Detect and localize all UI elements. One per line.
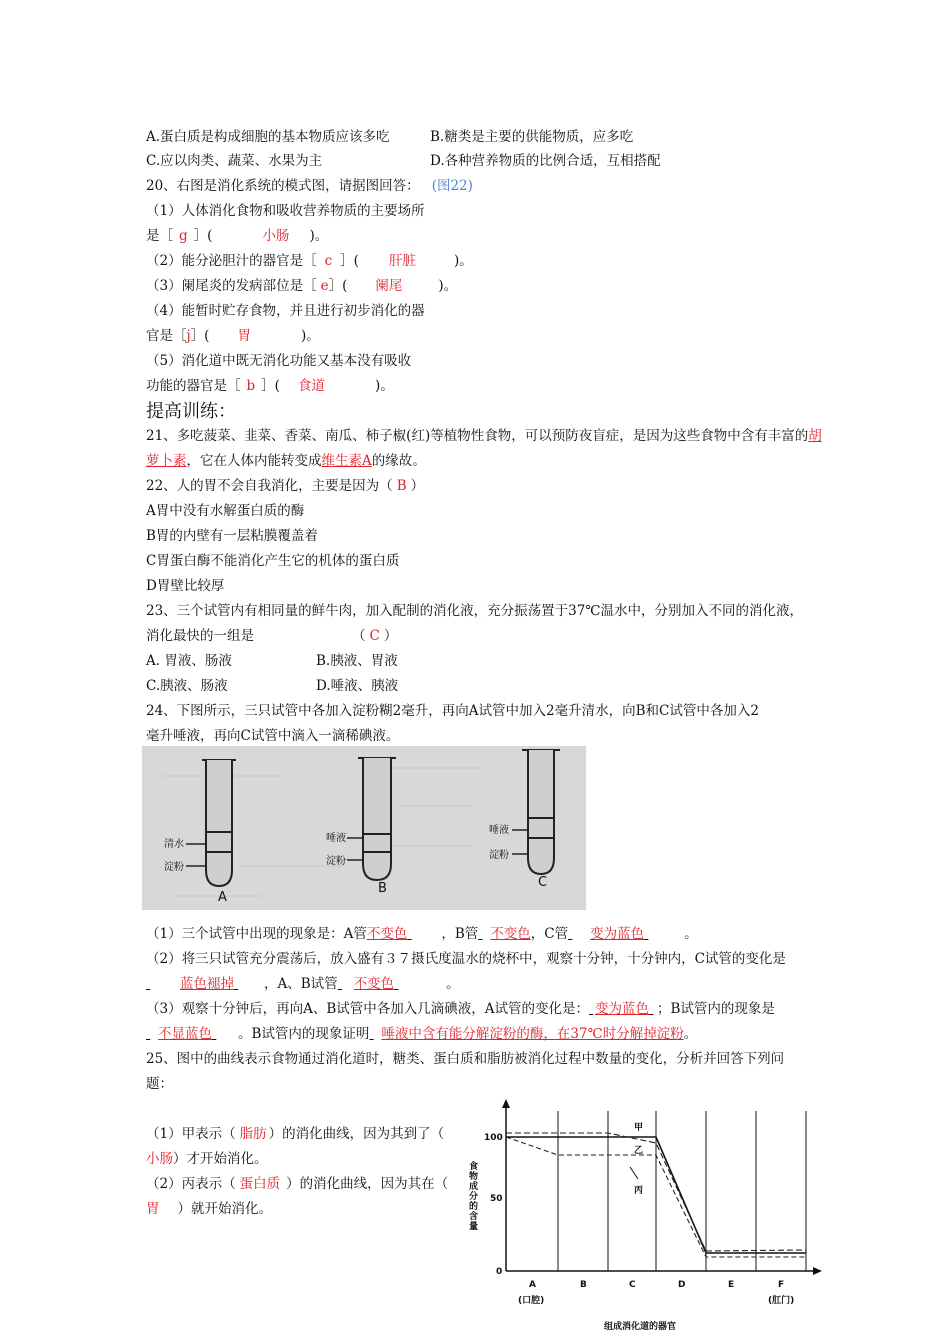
answer-text: 小肠	[146, 1151, 173, 1167]
q20-3: （3）阑尾炎的发病部位是［ e］( 阑尾 )。	[146, 278, 458, 294]
answer-text: 不变色	[353, 976, 395, 992]
q21-line2: 萝卜素，它在人体内能转变成维生素A的缘故。	[146, 453, 426, 469]
y-tick-0: 0	[496, 1267, 503, 1277]
q25-line2: 题：	[146, 1076, 173, 1092]
y-tick-100: 100	[484, 1133, 503, 1143]
answer-letter: j	[186, 328, 191, 344]
q24-3-line2: 不显蓝色 。B试管内的现象证明 唾液中含有能分解淀粉的酶，在37℃时分解掉淀粉。	[158, 1026, 698, 1042]
digestion-graph	[462, 1095, 822, 1335]
x-category-b: B	[580, 1280, 587, 1290]
q24-1: （1）三个试管中出现的现象是：A管不变色 ，B管 不变色，C管 变为蓝色 。	[146, 926, 698, 942]
series-label-jia: 甲	[634, 1123, 644, 1133]
q19-option-a: A.蛋白质是构成细胞的基本物质应该多吃	[146, 129, 390, 145]
q20-5-line2: 功能的器官是［ b ］( 食道 )。	[146, 378, 394, 394]
q25-2-line2: 胃 ）就开始消化。	[146, 1201, 272, 1217]
q23-option-b: B.胰液、胃液	[316, 653, 398, 669]
q23-line1: 23、三个试管内有相同量的鲜牛肉，加入配制的消化液，充分振荡置于37℃温水中，分别加入不同的消化液，	[146, 603, 803, 619]
q22-option-b: B胃的内壁有一层粘膜覆盖着	[146, 528, 318, 544]
tube-c-starch-label: 淀粉	[489, 850, 509, 861]
answer-text: 变为蓝色	[595, 1001, 650, 1017]
x-category-a: A	[529, 1280, 536, 1290]
answer-text: 食道	[297, 378, 325, 394]
x-category-f: F	[778, 1280, 785, 1290]
test-tubes-svg	[142, 746, 586, 910]
answer-letter: b	[246, 378, 256, 394]
answer-text: 不变色	[366, 926, 408, 942]
q22-option-d: D胃壁比较厚	[146, 578, 225, 594]
answer-text: 肝脏	[388, 253, 416, 269]
q25-line1: 25、图中的曲线表示食物通过消化道时，糖类、蛋白质和脂肪被消化过程中数量的变化，分析并回答下列问	[146, 1051, 785, 1067]
tube-a-water-label: 清水	[164, 839, 184, 850]
q25-1-line1: （1）甲表示（ 脂肪 ）的消化曲线，因为其到了（	[146, 1126, 445, 1142]
answer-text: 胃	[237, 328, 251, 344]
q25-2-line1: （2）丙表示（ 蛋白质 ）的消化曲线，因为其在（	[146, 1176, 449, 1192]
q19-option-c: C.应以肉类、蔬菜、水果为主	[146, 153, 323, 169]
answer-letter: e	[320, 278, 329, 294]
series-label-bing: 丙	[634, 1186, 644, 1196]
tube-c-label: C	[538, 875, 548, 890]
series-label-yi: 乙	[634, 1146, 644, 1156]
test-tubes-figure	[142, 746, 586, 910]
answer-letter: c	[324, 253, 333, 269]
q23-option-d: D.唾液、胰液	[316, 678, 399, 694]
q22-stem: 22、人的胃不会自我消化，主要是因为（ B ）	[146, 478, 425, 494]
q20-2: （2）能分泌胆汁的器官是［ c ］( 肝脏 )。	[146, 253, 473, 269]
q21-line1: 21、多吃菠菜、韭菜、香菜、南瓜、柿子椒(红)等植物性食物，可以预防夜盲症，是因为这些食物中含有丰富的胡	[146, 428, 822, 444]
q20-4-line2: 官是［j］( 胃 )。	[146, 328, 320, 344]
answer-text: 胃	[146, 1201, 160, 1217]
answer-text: 胡	[808, 428, 822, 444]
q20-1-line2: 是［ g ］( 小肠 )。	[146, 228, 329, 244]
q24-line1: 24、下图所示，三只试管中各加入淀粉糊2毫升，再向A试管中加入2毫升清水，向B和C试管中各加入2	[146, 703, 759, 719]
answer-text: 不显蓝色	[158, 1026, 212, 1042]
q25-1-line2: 小肠）才开始消化。	[146, 1151, 268, 1167]
answer-letter: B	[396, 478, 407, 494]
answer-text: 变为蓝色	[590, 926, 645, 942]
q24-2-line1: （2）将三只试管充分震荡后，放入盛有３７摄氏度温水的烧杯中，观察十分钟，十分钟内，C试管的变化是	[146, 951, 786, 967]
q20-4-line1: （4）能暂时贮存食物，并且进行初步消化的器	[146, 303, 425, 319]
q20-1-line1: （1）人体消化食物和吸收营养物质的主要场所	[146, 203, 425, 219]
q24-2-line2: 蓝色褪掉 ，A、B试管 不变色 。	[180, 976, 460, 992]
digestion-graph-svg	[462, 1095, 822, 1335]
x-sub-anus: (肛门)	[768, 1296, 795, 1306]
answer-text: 蛋白质	[239, 1176, 281, 1192]
answer-text: 脂肪	[239, 1126, 267, 1142]
q23-option-c: C.胰液、肠液	[146, 678, 228, 694]
answer-text: 唾液中含有能分解淀粉的酶，在37℃时分解掉淀粉	[381, 1026, 684, 1042]
q24-3-line1: （3）观察十分钟后，再向A、B试管中各加入几滴碘液，A试管的变化是： 变为蓝色 ；B试管内的现象是	[146, 1001, 775, 1017]
answer-text: 维生素A	[321, 453, 372, 469]
answer-text: 不变色	[490, 926, 531, 942]
figure-reference: (图22)	[431, 178, 473, 194]
x-category-c: C	[629, 1280, 636, 1290]
tube-c-saliva-label: 唾液	[489, 825, 509, 836]
q24-line2: 毫升唾液，再向C试管中滴入一滴稀碘液。	[146, 728, 400, 744]
q23-line2: 消化最快的一组是 （ C ）	[146, 628, 398, 644]
answer-text: 小肠	[262, 228, 290, 244]
x-sub-mouth: (口腔)	[518, 1296, 545, 1306]
x-category-e: E	[728, 1280, 735, 1290]
y-tick-50: 50	[490, 1194, 503, 1204]
q20-stem: 20、右图是消化系统的模式图，请据图回答： (图22)	[146, 178, 473, 194]
y-axis-label: 食物成分的含量	[467, 1161, 477, 1231]
tube-a-starch-label: 淀粉	[164, 862, 184, 873]
tube-b-label: B	[378, 881, 387, 896]
tube-b-starch-label: 淀粉	[326, 856, 346, 867]
x-category-d: D	[678, 1280, 686, 1290]
tube-a-label: A	[218, 890, 227, 905]
section-title: 提高训练：	[146, 401, 236, 422]
q22-option-c: C胃蛋白酶不能消化产生它的机体的蛋白质	[146, 553, 400, 569]
x-axis-label: 组成消化道的器官	[604, 1322, 677, 1332]
answer-text: 蓝色褪掉	[180, 976, 234, 992]
answer-letter: C	[369, 628, 380, 644]
x-categories	[529, 1280, 784, 1290]
q22-option-a: A胃中没有水解蛋白质的酶	[146, 503, 305, 519]
q20-5-line1: （5）消化道中既无消化功能又基本没有吸收	[146, 353, 412, 369]
tube-b-saliva-label: 唾液	[326, 833, 346, 844]
answer-text: 阑尾	[375, 278, 403, 294]
q23-option-a: A. 胃液、肠液	[146, 653, 232, 669]
answer-letter: g	[179, 228, 188, 244]
q19-option-d: D.各种营养物质的比例合适，互相搭配	[430, 153, 661, 169]
q19-option-b: B.糖类是主要的供能物质，应多吃	[430, 129, 634, 145]
answer-text: 萝卜素	[146, 453, 187, 469]
